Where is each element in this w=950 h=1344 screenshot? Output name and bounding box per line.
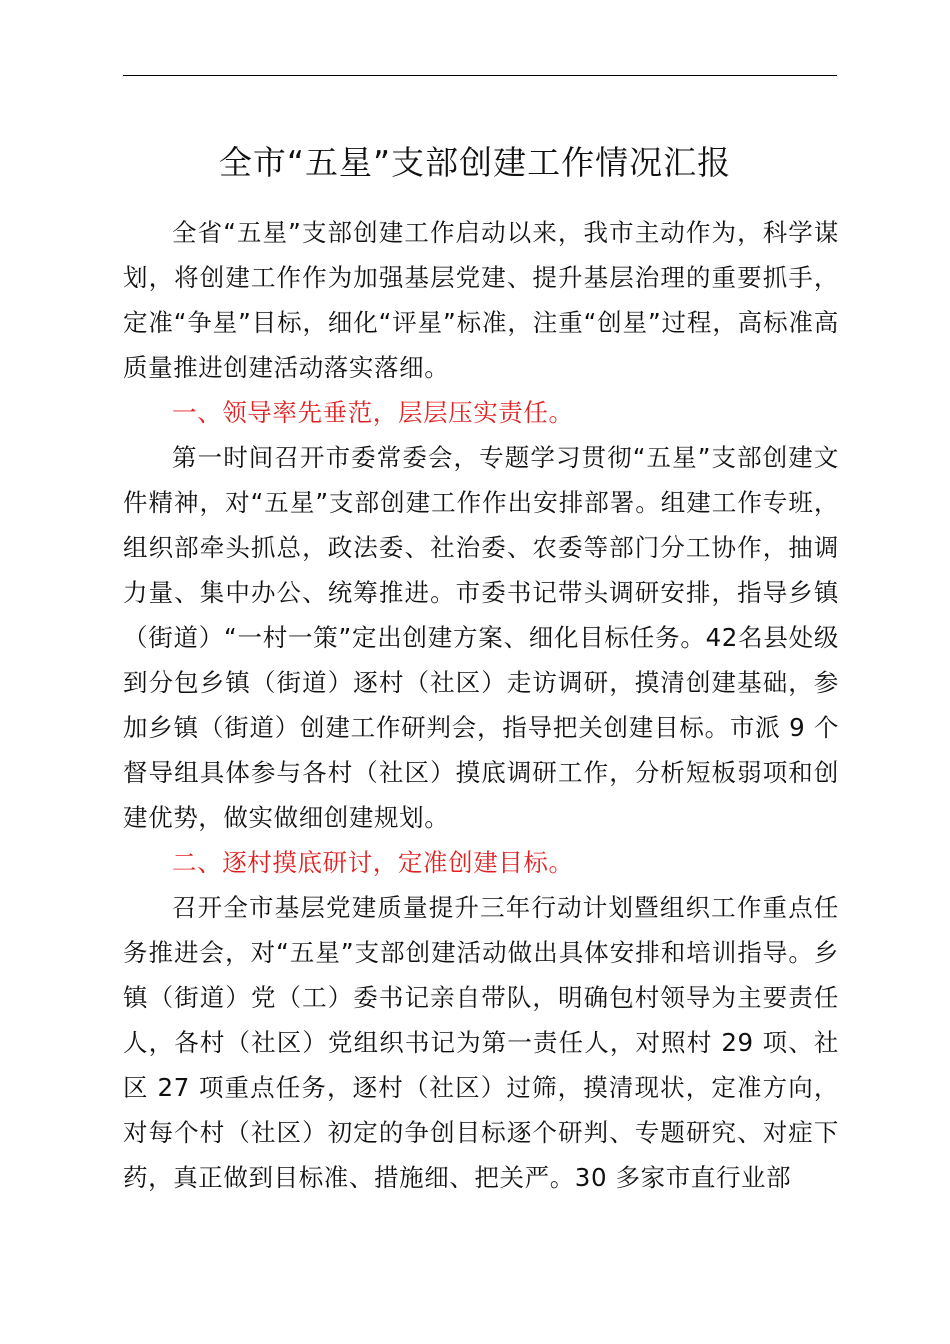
section-1-paragraph: 第一时间召开市委常委会，专题学习贯彻“五星”支部创建文件精神，对“五星”支部创建工作作出安排部署。组建工作专班，组织部牵头抓总，政法委、社治委、农委等部门分工协作，抽调力量、集中办公、统筹推进。市委书记带头调研安排，指导乡镇（街道）“一村一策”定出创建方案、细化目标任务。42名县处级到分包乡镇（街道）逐村（社区）走访调研，摸清创建基础，参加乡镇（街道）创建工作研判会，指导把关创建目标。市派 9 个督导组具体参与各村（社区）摸底调研工作，分析短板弱项和创建优势，做实做细创建规划。 — [123, 443, 839, 832]
intro-paragraph: 全省“五星”支部创建工作启动以来，我市主动作为，科学谋划，将创建工作作为加强基层党建、提升基层治理的重要抓手，定准“争星”目标，细化“评星”标准，注重“创星”过程，高标准高质量推进创建活动落实落细。 — [123, 218, 839, 382]
section-2-paragraph: 召开全市基层党建质量提升三年行动计划暨组织工作重点任务推进会，对“五星”支部创建活动做出具体安排和培训指导。乡镇（街道）党（工）委书记亲自带队，明确包村领导为主要责任人，各村（社区）党组织书记为第一责任人，对照村 29 项、社区 27 项重点任务，逐村（社区）过筛，摸清现状，定准方向，对每个村（社区）初定的争创目标逐个研判、专题研究、对症下药，真正做到目标准、措施细、把关严。30 多家市直行业部 — [123, 893, 839, 1192]
document-title: 全市“五星”支部创建工作情况汇报 — [218, 143, 732, 182]
document-body — [123, 210, 839, 1200]
section-1-heading: 一、领导率先垂范，层层压实责任。 — [172, 398, 574, 427]
section-2-heading: 二、逐村摸底研讨，定准创建目标。 — [172, 848, 574, 877]
header-rule — [123, 75, 837, 76]
